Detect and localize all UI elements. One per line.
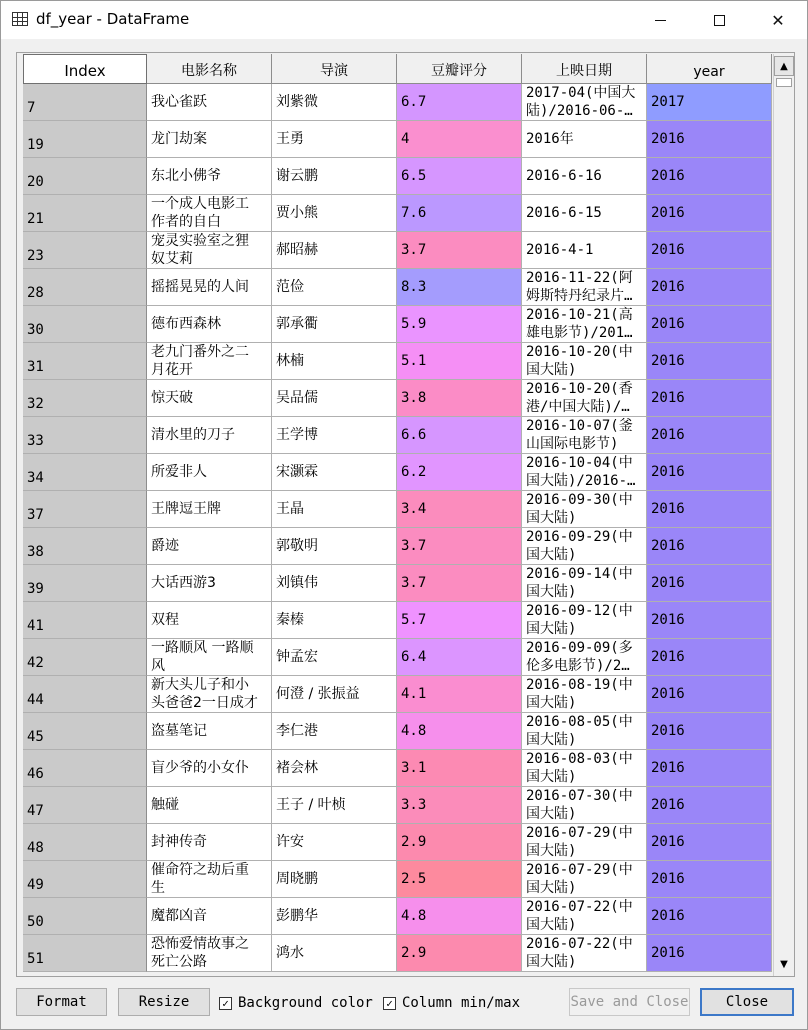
release-date-cell[interactable]: 2016-07-29(中 国大陆) <box>522 861 647 898</box>
index-cell[interactable]: 51 <box>23 935 147 972</box>
director-cell[interactable]: 郭敬明 <box>272 528 397 565</box>
header-index[interactable]: Index <box>23 54 147 84</box>
scroll-up-arrow-icon[interactable]: ▲ <box>774 56 794 76</box>
director-cell[interactable]: 林楠 <box>272 343 397 380</box>
year-cell[interactable]: 2016 <box>647 787 772 824</box>
year-cell[interactable]: 2016 <box>647 232 772 269</box>
year-cell[interactable]: 2016 <box>647 491 772 528</box>
director-cell[interactable]: 郭承衢 <box>272 306 397 343</box>
table-row[interactable] <box>23 676 773 713</box>
column-minmax-label: Column min/max <box>402 995 521 1011</box>
movie-name-cell[interactable]: 大话西游3 <box>147 565 272 602</box>
director-cell[interactable]: 范俭 <box>272 269 397 306</box>
background-color-check-icon[interactable]: ✓ <box>219 997 232 1010</box>
movie-name-cell[interactable]: 清水里的刀子 <box>147 417 272 454</box>
year-cell[interactable]: 2016 <box>647 824 772 861</box>
year-cell[interactable]: 2016 <box>647 195 772 232</box>
director-cell[interactable]: 钟孟宏 <box>272 639 397 676</box>
dataframe-table <box>16 52 795 977</box>
index-cell[interactable]: 37 <box>23 491 147 528</box>
header-release-date[interactable]: 上映日期 <box>522 54 647 84</box>
header-movie-name[interactable]: 电影名称 <box>147 54 272 84</box>
year-cell[interactable]: 2016 <box>647 639 772 676</box>
director-cell[interactable]: 王子 / 叶桢 <box>272 787 397 824</box>
index-cell[interactable]: 28 <box>23 269 147 306</box>
movie-name-cell[interactable]: 双程 <box>147 602 272 639</box>
index-cell[interactable]: 45 <box>23 713 147 750</box>
year-cell[interactable]: 2016 <box>647 602 772 639</box>
rating-cell[interactable]: 6.6 <box>397 417 522 454</box>
year-cell[interactable]: 2016 <box>647 306 772 343</box>
vertical-scrollbar[interactable] <box>773 54 794 976</box>
director-cell[interactable]: 郝昭赫 <box>272 232 397 269</box>
rating-cell[interactable]: 6.5 <box>397 158 522 195</box>
director-cell[interactable]: 刘紫微 <box>272 84 397 121</box>
minimize-button[interactable] <box>637 1 683 39</box>
director-cell[interactable]: 贾小熊 <box>272 195 397 232</box>
background-color-checkbox[interactable] <box>219 994 373 1012</box>
index-cell[interactable]: 42 <box>23 639 147 676</box>
scrollbar-thumb[interactable] <box>776 78 792 87</box>
release-date-cell[interactable]: 2016-10-20(香 港/中国大陆)/… <box>522 380 647 417</box>
index-cell[interactable]: 34 <box>23 454 147 491</box>
index-cell[interactable]: 39 <box>23 565 147 602</box>
release-date-cell[interactable]: 2016-09-12(中 国大陆) <box>522 602 647 639</box>
movie-name-cell[interactable]: 我心雀跃 <box>147 84 272 121</box>
year-cell[interactable]: 2016 <box>647 343 772 380</box>
release-date-cell[interactable]: 2016-6-16 <box>522 158 647 195</box>
table-row[interactable] <box>23 121 773 158</box>
column-minmax-check-icon[interactable]: ✓ <box>383 997 396 1010</box>
director-cell[interactable]: 秦榛 <box>272 602 397 639</box>
maximize-button[interactable] <box>696 1 742 39</box>
director-cell[interactable]: 宋灏霖 <box>272 454 397 491</box>
rating-cell[interactable]: 5.9 <box>397 306 522 343</box>
index-cell[interactable]: 21 <box>23 195 147 232</box>
release-date-cell[interactable]: 2017-04(中国大 陆)/2016-06-… <box>522 84 647 121</box>
table-grid <box>23 54 773 972</box>
header-director[interactable]: 导演 <box>272 54 397 84</box>
release-date-cell[interactable]: 2016年 <box>522 121 647 158</box>
rating-cell[interactable]: 8.3 <box>397 269 522 306</box>
release-date-cell[interactable]: 2016-08-03(中 国大陆) <box>522 750 647 787</box>
title-bar[interactable] <box>1 1 807 39</box>
movie-name-cell[interactable]: 老九门番外之二 月花开 <box>147 343 272 380</box>
rating-cell[interactable]: 6.7 <box>397 84 522 121</box>
close-window-button[interactable] <box>755 1 801 39</box>
close-button[interactable]: Close <box>700 988 794 1016</box>
rating-cell[interactable]: 2.5 <box>397 861 522 898</box>
index-cell[interactable]: 33 <box>23 417 147 454</box>
index-cell[interactable]: 44 <box>23 676 147 713</box>
index-cell[interactable]: 19 <box>23 121 147 158</box>
year-cell[interactable]: 2017 <box>647 84 772 121</box>
table-row[interactable] <box>23 380 773 417</box>
director-cell[interactable]: 褚会林 <box>272 750 397 787</box>
year-cell[interactable]: 2016 <box>647 713 772 750</box>
rating-cell[interactable]: 3.4 <box>397 491 522 528</box>
director-cell[interactable]: 彭鹏华 <box>272 898 397 935</box>
index-cell[interactable]: 41 <box>23 602 147 639</box>
rating-cell[interactable]: 3.3 <box>397 787 522 824</box>
header-row <box>23 54 773 84</box>
movie-name-cell[interactable]: 惊天破 <box>147 380 272 417</box>
release-date-cell[interactable]: 2016-08-19(中 国大陆) <box>522 676 647 713</box>
rating-cell[interactable]: 3.1 <box>397 750 522 787</box>
table-row[interactable] <box>23 935 773 972</box>
background-color-label: Background color <box>238 995 373 1011</box>
movie-name-cell[interactable]: 一路顺风 一路顺 风 <box>147 639 272 676</box>
minimize-icon <box>655 20 666 21</box>
index-cell[interactable]: 31 <box>23 343 147 380</box>
year-cell[interactable]: 2016 <box>647 380 772 417</box>
year-cell[interactable]: 2016 <box>647 528 772 565</box>
release-date-cell[interactable]: 2016-10-07(釜 山国际电影节) <box>522 417 647 454</box>
table-row[interactable] <box>23 898 773 935</box>
movie-name-cell[interactable]: 盲少爷的小女仆 <box>147 750 272 787</box>
release-date-cell[interactable]: 2016-07-29(中 国大陆) <box>522 824 647 861</box>
year-cell[interactable]: 2016 <box>647 676 772 713</box>
director-cell[interactable]: 王学博 <box>272 417 397 454</box>
format-button[interactable]: Format <box>16 988 107 1016</box>
index-cell[interactable]: 32 <box>23 380 147 417</box>
index-cell[interactable]: 47 <box>23 787 147 824</box>
year-cell[interactable]: 2016 <box>647 898 772 935</box>
table-row[interactable] <box>23 602 773 639</box>
year-cell[interactable]: 2016 <box>647 565 772 602</box>
index-cell[interactable]: 49 <box>23 861 147 898</box>
year-cell[interactable]: 2016 <box>647 417 772 454</box>
table-row[interactable] <box>23 713 773 750</box>
rating-cell[interactable]: 4.8 <box>397 713 522 750</box>
index-cell[interactable]: 23 <box>23 232 147 269</box>
rating-cell[interactable]: 5.1 <box>397 343 522 380</box>
director-cell[interactable]: 王勇 <box>272 121 397 158</box>
director-cell[interactable]: 周晓鹏 <box>272 861 397 898</box>
rating-cell[interactable]: 4.8 <box>397 898 522 935</box>
release-date-cell[interactable]: 2016-10-21(高 雄电影节)/201… <box>522 306 647 343</box>
rating-cell[interactable]: 3.7 <box>397 528 522 565</box>
rating-cell[interactable]: 6.2 <box>397 454 522 491</box>
release-date-cell[interactable]: 2016-09-29(中 国大陆) <box>522 528 647 565</box>
movie-name-cell[interactable]: 催命符之劫后重 生 <box>147 861 272 898</box>
release-date-cell[interactable]: 2016-09-09(多 伦多电影节)/2… <box>522 639 647 676</box>
movie-name-cell[interactable]: 新大头儿子和小 头爸爸2一日成才 <box>147 676 272 713</box>
director-cell[interactable]: 吴品儒 <box>272 380 397 417</box>
table-row[interactable] <box>23 158 773 195</box>
rating-cell[interactable]: 5.7 <box>397 602 522 639</box>
table-row[interactable] <box>23 861 773 898</box>
rating-cell[interactable]: 2.9 <box>397 935 522 972</box>
movie-name-cell[interactable]: 东北小佛爷 <box>147 158 272 195</box>
year-cell[interactable]: 2016 <box>647 861 772 898</box>
index-cell[interactable]: 30 <box>23 306 147 343</box>
movie-name-cell[interactable]: 摇摇晃晃的人间 <box>147 269 272 306</box>
rating-cell[interactable]: 4.1 <box>397 676 522 713</box>
director-cell[interactable]: 谢云鹏 <box>272 158 397 195</box>
year-cell[interactable]: 2016 <box>647 269 772 306</box>
maximize-icon <box>714 15 725 26</box>
table-row[interactable] <box>23 454 773 491</box>
table-row[interactable] <box>23 84 773 121</box>
release-date-cell[interactable]: 2016-09-14(中 国大陆) <box>522 565 647 602</box>
movie-name-cell[interactable]: 触碰 <box>147 787 272 824</box>
director-cell[interactable]: 鸿水 <box>272 935 397 972</box>
year-cell[interactable]: 2016 <box>647 935 772 972</box>
release-date-cell[interactable]: 2016-4-1 <box>522 232 647 269</box>
movie-name-cell[interactable]: 王牌逗王牌 <box>147 491 272 528</box>
table-row[interactable] <box>23 417 773 454</box>
index-cell[interactable]: 38 <box>23 528 147 565</box>
release-date-cell[interactable]: 2016-07-30(中 国大陆) <box>522 787 647 824</box>
rating-cell[interactable]: 7.6 <box>397 195 522 232</box>
movie-name-cell[interactable]: 宠灵实验室之狸 奴艾莉 <box>147 232 272 269</box>
movie-name-cell[interactable]: 一个成人电影工 作者的自白 <box>147 195 272 232</box>
table-row[interactable] <box>23 787 773 824</box>
release-date-cell[interactable]: 2016-08-05(中 国大陆) <box>522 713 647 750</box>
movie-name-cell[interactable]: 爵迹 <box>147 528 272 565</box>
index-cell[interactable]: 46 <box>23 750 147 787</box>
movie-name-cell[interactable]: 盗墓笔记 <box>147 713 272 750</box>
release-date-cell[interactable]: 2016-07-22(中 国大陆) <box>522 898 647 935</box>
movie-name-cell[interactable]: 德布西森林 <box>147 306 272 343</box>
director-cell[interactable]: 王晶 <box>272 491 397 528</box>
rating-cell[interactable]: 3.7 <box>397 232 522 269</box>
index-cell[interactable]: 48 <box>23 824 147 861</box>
year-cell[interactable]: 2016 <box>647 121 772 158</box>
movie-name-cell[interactable]: 龙门劫案 <box>147 121 272 158</box>
rating-cell[interactable]: 4 <box>397 121 522 158</box>
header-year[interactable]: year <box>647 54 772 84</box>
close-icon: ✕ <box>771 10 785 30</box>
table-icon <box>12 12 28 26</box>
rating-cell[interactable]: 2.9 <box>397 824 522 861</box>
year-cell[interactable]: 2016 <box>647 454 772 491</box>
release-date-cell[interactable]: 2016-07-22(中 国大陆) <box>522 935 647 972</box>
release-date-cell[interactable]: 2016-11-22(阿 姆斯特丹纪录片… <box>522 269 647 306</box>
index-cell[interactable]: 50 <box>23 898 147 935</box>
index-cell[interactable]: 20 <box>23 158 147 195</box>
release-date-cell[interactable]: 2016-09-30(中 国大陆) <box>522 491 647 528</box>
scroll-down-arrow-icon[interactable]: ▼ <box>780 958 788 970</box>
table-row[interactable] <box>23 269 773 306</box>
director-cell[interactable]: 何澄 / 张振益 <box>272 676 397 713</box>
movie-name-cell[interactable]: 魔都凶音 <box>147 898 272 935</box>
director-cell[interactable]: 刘镇伟 <box>272 565 397 602</box>
release-date-cell[interactable]: 2016-10-04(中 国大陆)/2016-… <box>522 454 647 491</box>
index-cell[interactable]: 7 <box>23 84 147 121</box>
table-row[interactable] <box>23 343 773 380</box>
movie-name-cell[interactable]: 恐怖爱情故事之 死亡公路 <box>147 935 272 972</box>
table-row[interactable] <box>23 565 773 602</box>
column-minmax-checkbox[interactable] <box>383 994 520 1012</box>
table-row[interactable] <box>23 639 773 676</box>
table-row[interactable] <box>23 824 773 861</box>
rating-cell[interactable]: 6.4 <box>397 639 522 676</box>
header-rating[interactable]: 豆瓣评分 <box>397 54 522 84</box>
table-row[interactable] <box>23 491 773 528</box>
table-row[interactable] <box>23 232 773 269</box>
table-row[interactable] <box>23 306 773 343</box>
window-title: df_year - DataFrame <box>36 10 190 28</box>
year-cell[interactable]: 2016 <box>647 158 772 195</box>
table-row[interactable] <box>23 195 773 232</box>
director-cell[interactable]: 许安 <box>272 824 397 861</box>
table-row[interactable] <box>23 750 773 787</box>
table-body <box>23 84 773 972</box>
table-row[interactable] <box>23 528 773 565</box>
director-cell[interactable]: 李仁港 <box>272 713 397 750</box>
movie-name-cell[interactable]: 封神传奇 <box>147 824 272 861</box>
save-and-close-button[interactable]: Save and Close <box>569 988 690 1016</box>
resize-button[interactable]: Resize <box>118 988 210 1016</box>
release-date-cell[interactable]: 2016-6-15 <box>522 195 647 232</box>
release-date-cell[interactable]: 2016-10-20(中 国大陆) <box>522 343 647 380</box>
rating-cell[interactable]: 3.8 <box>397 380 522 417</box>
year-cell[interactable]: 2016 <box>647 750 772 787</box>
movie-name-cell[interactable]: 所爱非人 <box>147 454 272 491</box>
rating-cell[interactable]: 3.7 <box>397 565 522 602</box>
